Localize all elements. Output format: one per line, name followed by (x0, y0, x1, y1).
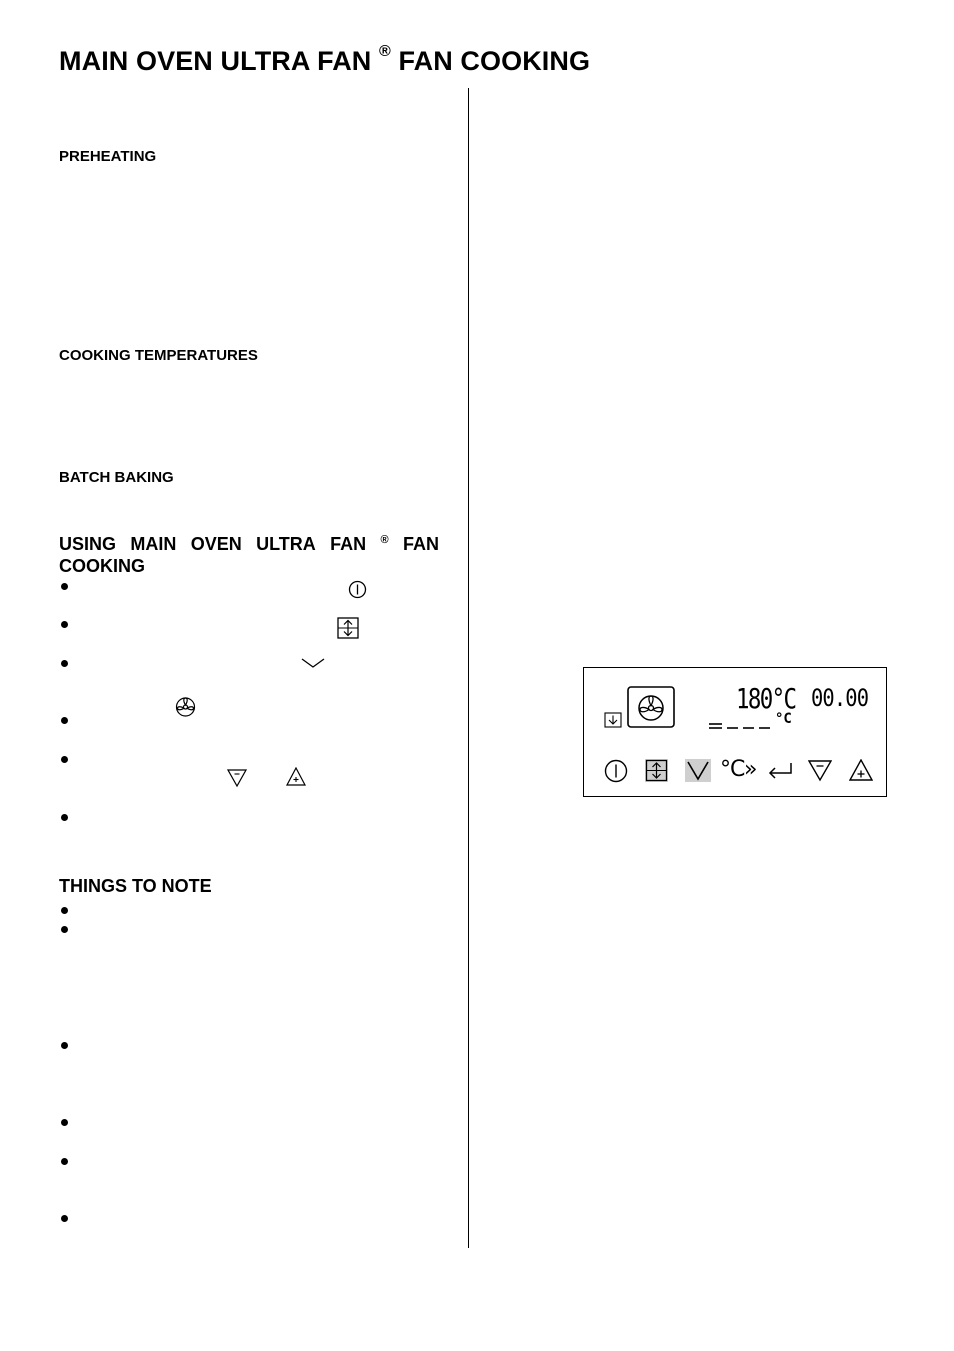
heading-using-fan-cooking (59, 533, 439, 577)
up-down-arrow-box-icon (337, 617, 359, 639)
bullet (61, 621, 68, 628)
temperature-unit: °C (771, 682, 796, 715)
bullet (61, 926, 68, 933)
title-main: MAIN OVEN ULTRA FAN (59, 46, 372, 76)
heading-word-6: FAN (402, 534, 439, 554)
select-down-icon[interactable] (685, 759, 711, 782)
plus-triangle-icon (286, 767, 306, 787)
page-title (59, 43, 591, 77)
minus-triangle-icon (227, 768, 247, 788)
heading-word-3: OVEN (190, 534, 242, 554)
bullet (61, 1215, 68, 1222)
clock-readout: 00.00 (811, 684, 869, 712)
power-icon[interactable] (604, 759, 628, 783)
temperature-value: 180 (736, 682, 772, 715)
bullet (61, 907, 68, 914)
registered-mark: ® (379, 43, 391, 60)
heading-word-1: USING (59, 534, 117, 554)
plus-triangle-icon[interactable] (849, 759, 873, 782)
power-icon (348, 580, 367, 599)
chevron-down-icon (301, 657, 325, 669)
fan-icon (627, 686, 675, 728)
enter-icon[interactable] (767, 761, 793, 779)
minus-triangle-icon[interactable] (808, 759, 832, 782)
temperature-button-icon[interactable]: °C» (720, 757, 757, 782)
title-tail: FAN COOKING (398, 46, 591, 76)
heading-word-5: FAN (330, 534, 367, 554)
heading-word-2: MAIN (130, 534, 177, 554)
bullet (61, 717, 68, 724)
heading-using-row2: COOKING (59, 556, 146, 576)
heat-up-unit: °C (775, 711, 792, 727)
heading-cooking-temperatures: COOKING TEMPERATURES (59, 347, 258, 364)
heading-batch-baking: BATCH BAKING (59, 469, 174, 486)
bullet (61, 814, 68, 821)
bullet (61, 756, 68, 763)
bullet (61, 1119, 68, 1126)
bullet (61, 1158, 68, 1165)
heading-registered-mark: ® (380, 534, 389, 546)
bullet (61, 660, 68, 667)
fan-icon (174, 695, 197, 718)
column-divider (468, 88, 469, 1248)
heading-preheating: PREHEATING (59, 148, 157, 165)
down-arrow-box-icon (604, 712, 622, 728)
oven-control-panel (583, 667, 887, 797)
heading-using-row1 (59, 533, 439, 555)
bullet (61, 1042, 68, 1049)
bullet (61, 583, 68, 590)
heading-word-4: ULTRA (256, 534, 316, 554)
heading-things-to-note: THINGS TO NOTE (59, 876, 212, 896)
function-select-icon[interactable] (645, 759, 668, 782)
heat-up-indicator (708, 720, 780, 730)
